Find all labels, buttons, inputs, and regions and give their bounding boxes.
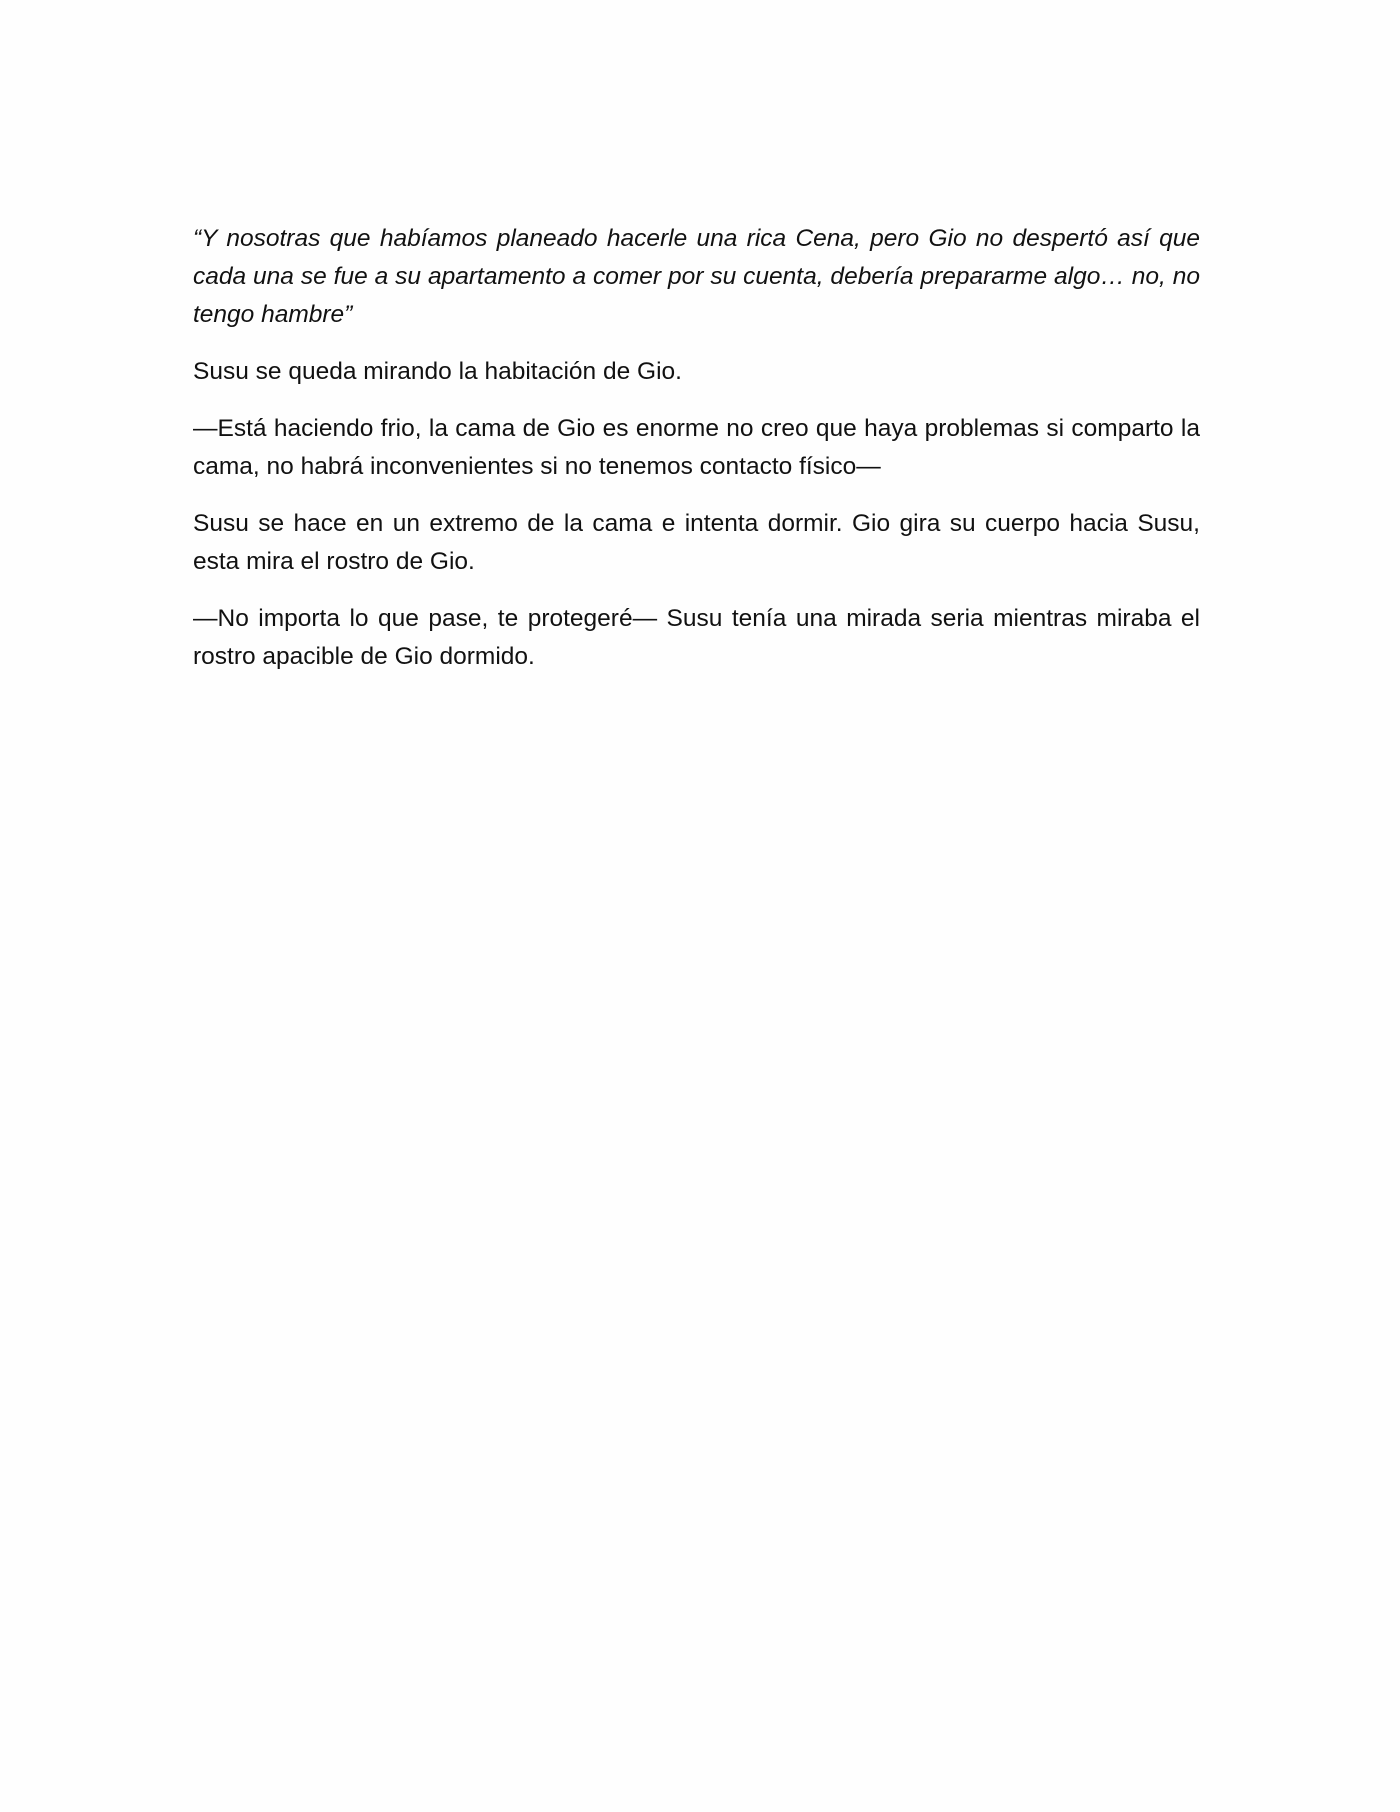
paragraph-narration-2: Susu se hace en un extremo de la cama e intenta dormir. Gio gira su cuerpo hacia Susu, esta mira el rostro de Gio. [193,510,1200,575]
paragraph-dialogue-2: —No importa lo que pase, te protegeré— Susu tenía una mirada seria mientras miraba el rostro apacible de Gio dormido. [193,605,1200,670]
paragraph-inner-thought: “Y nosotras que habíamos planeado hacerle una rica Cena, pero Gio no despertó así que cada una se fue a su apartamento a comer por su cuenta, debería prepararme algo… no, no tengo hambre” [193,225,1200,328]
body-text [193,220,1200,695]
paragraph-dialogue-1: —Está haciendo frio, la cama de Gio es enorme no creo que haya problemas si comparto la cama, no habrá inconvenientes si no tenemos contacto físico— [193,415,1200,480]
paragraph-narration-1: Susu se queda mirando la habitación de Gio. [193,358,682,385]
